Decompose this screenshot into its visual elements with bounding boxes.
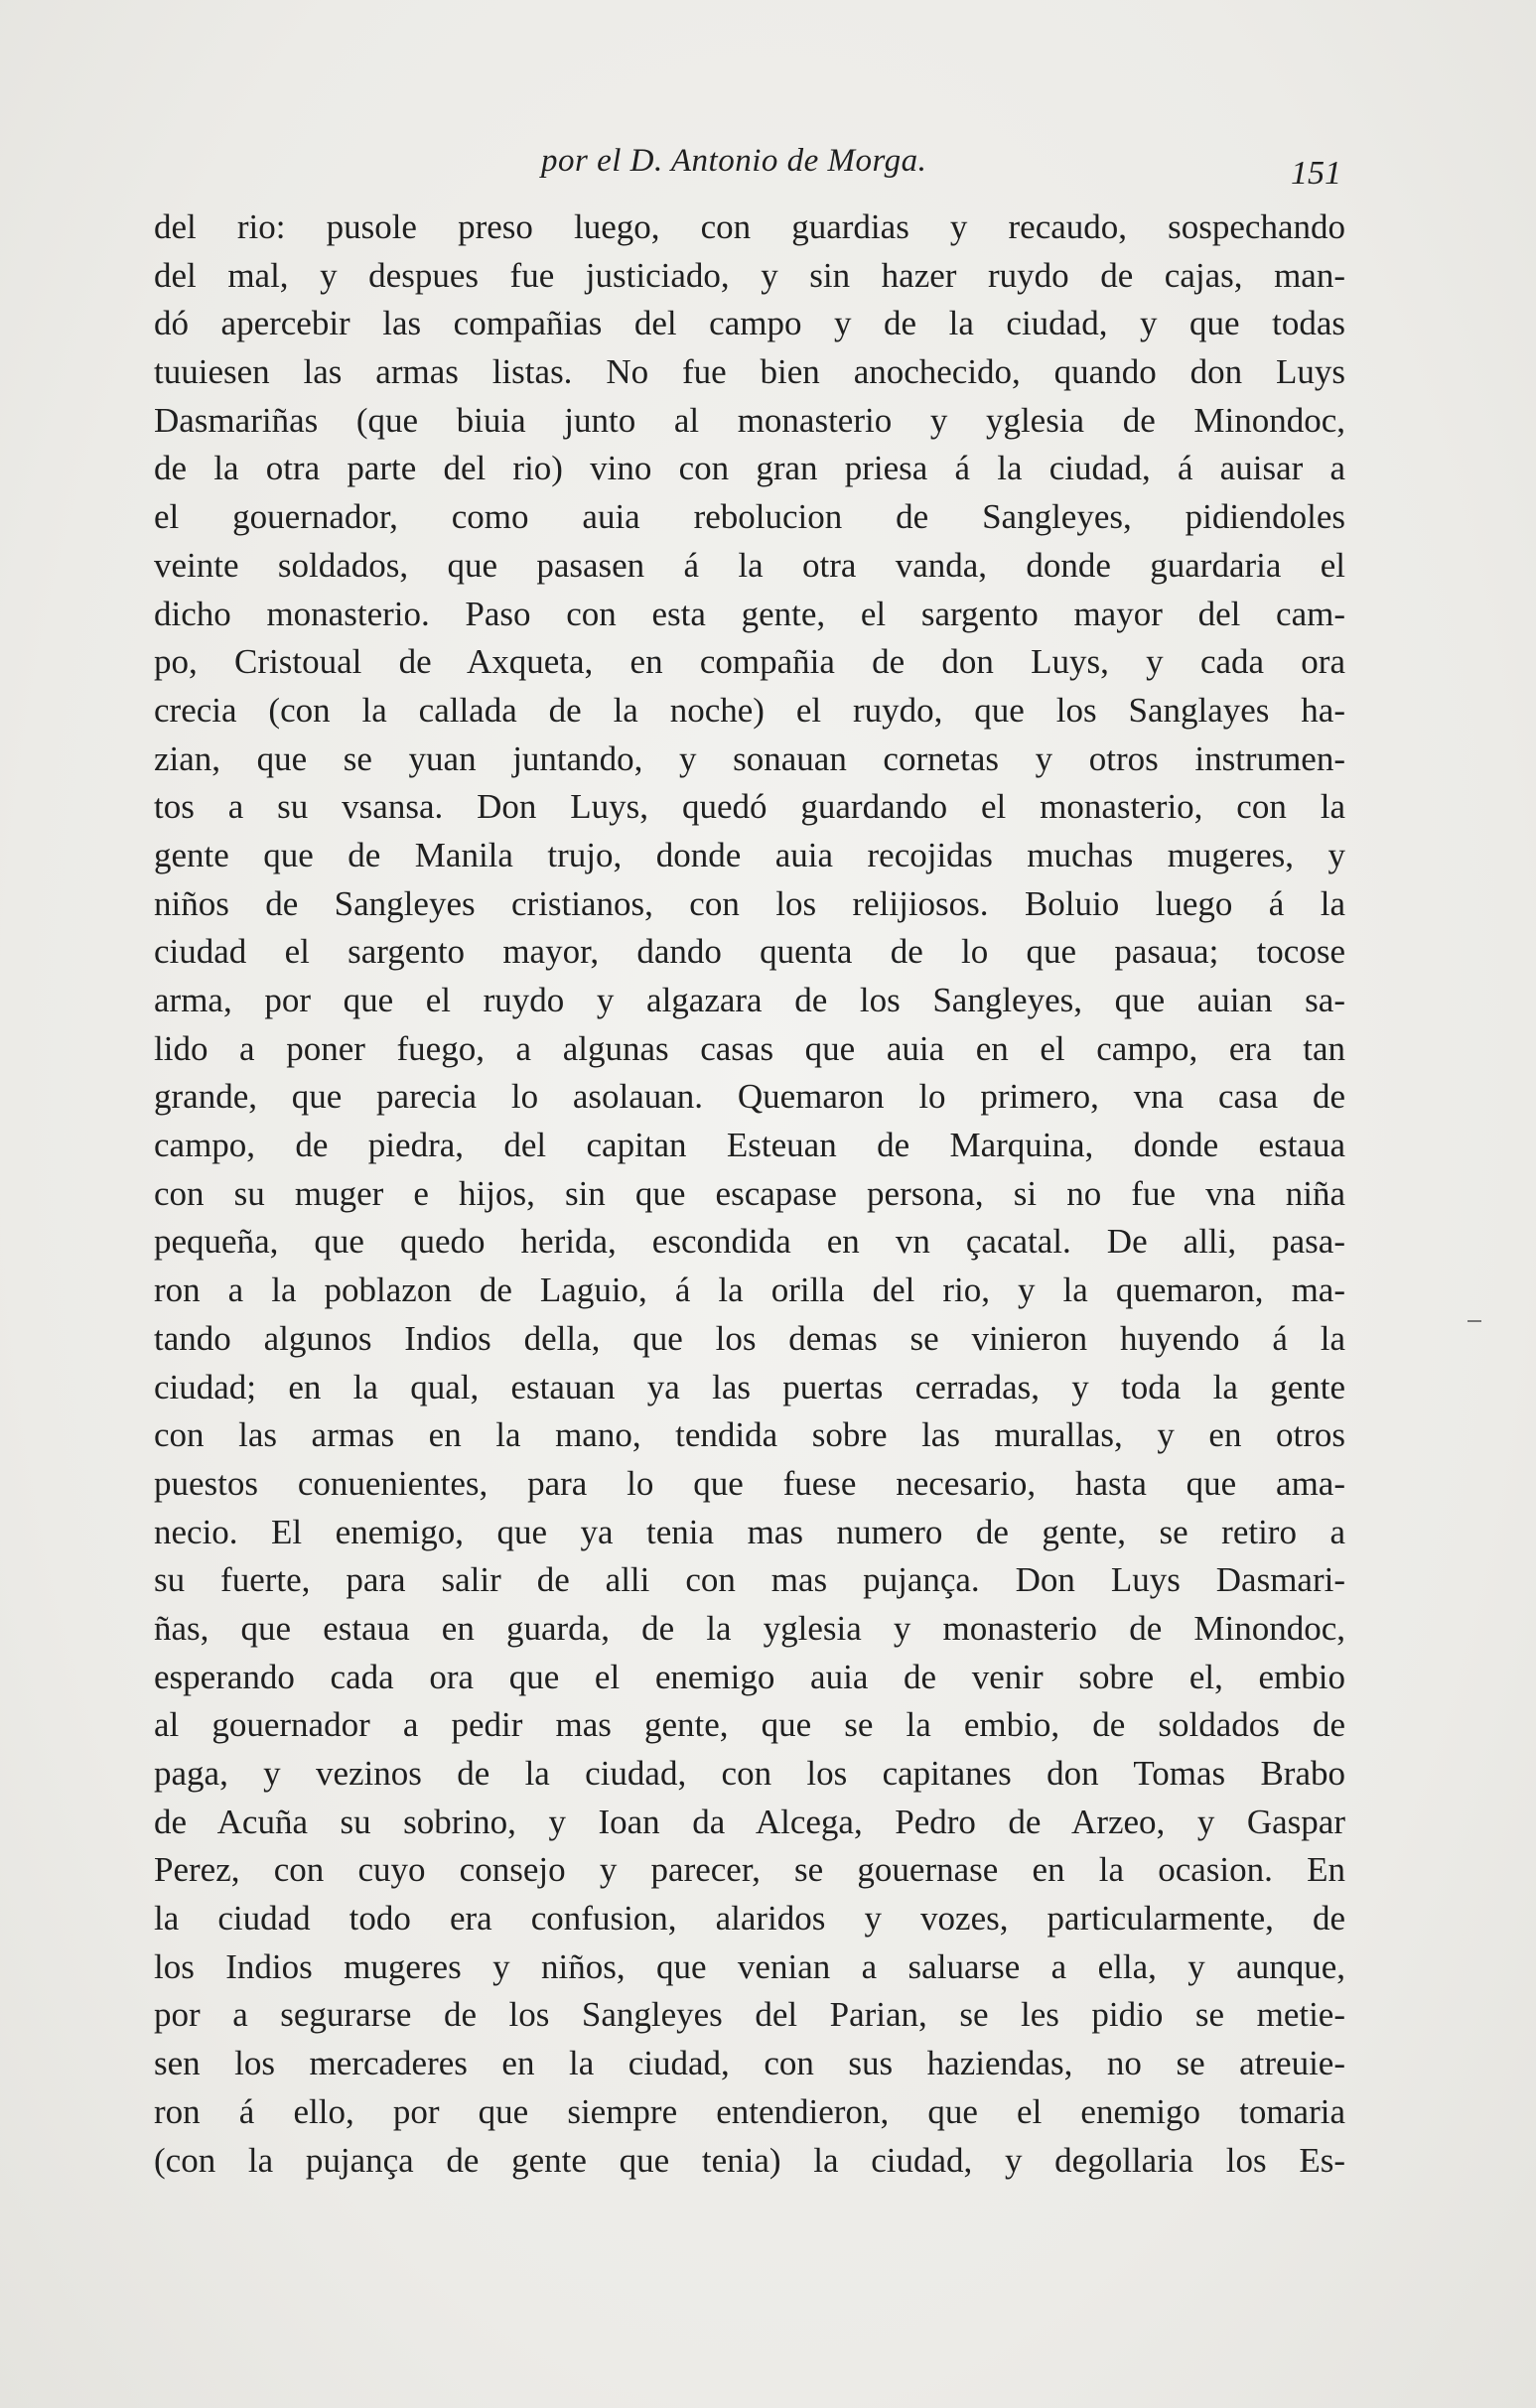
text-line: puestos conuenientes, para lo que fuese necesario, hasta que ama- [154, 1463, 1345, 1503]
text-line: lido a poner fuego, a algunas casas que auia en el campo, era tan [154, 1028, 1345, 1068]
text-line: ciudad; en la qual, estauan ya las puertas cerradas, y toda la gente [154, 1367, 1345, 1406]
text-line: niños de Sangleyes cristianos, con los relijiosos. Boluio luego á la [154, 883, 1345, 923]
text-line: los Indios mugeres y niños, que venian a saluarse a ella, y aunque, [154, 1946, 1345, 1986]
text-line: con las armas en la mano, tendida sobre las murallas, y en otros [154, 1415, 1345, 1455]
text-line: arma, por que el ruydo y algazara de los Sangleyes, que auian sa- [154, 981, 1345, 1019]
running-title: por el D. Antonio de Morga. [541, 143, 927, 179]
text-line: veinte soldados, que pasasen á la otra vanda, donde guardaria el [154, 545, 1345, 585]
text-line: ron a la poblazon de Laguio, á la orilla del rio, y la quemaron, ma- [154, 1271, 1345, 1310]
text-line: pequeña, que quedo herida, escondida en vn çacatal. De alli, pasa- [154, 1222, 1345, 1262]
page-header [0, 137, 1536, 197]
text-line: ñas, que estaua en guarda, de la yglesia y monasterio de Minondoc, [154, 1608, 1345, 1648]
text-line: ciudad el sargento mayor, dando quenta de lo que pasaua; tocose [154, 932, 1345, 972]
text-line: del mal, y despues fue justiciado, y sin hazer ruydo de cajas, man- [154, 255, 1345, 295]
text-line: dó apercebir las compañias del campo y de la ciudad, y que todas [154, 304, 1345, 343]
text-line: gente que de Manila trujo, donde auia recojidas muchas mugeres, y [154, 835, 1345, 874]
text-line: zian, que se yuan juntando, y sonauan cornetas y otros instrumen- [154, 738, 1345, 778]
text-line: tos a su vsansa. Don Luys, quedó guardando el monasterio, con la [154, 787, 1345, 827]
text-line: tuuiesen las armas listas. No fue bien anochecido, quando don Luys [154, 352, 1345, 392]
page-speck [1467, 1320, 1481, 1322]
text-line: po, Cristoual de Axqueta, en compañia de don Luys, y cada ora [154, 642, 1345, 682]
text-line: al gouernador a pedir mas gente, que se la embio, de soldados de [154, 1705, 1345, 1745]
text-line: crecia (con la callada de la noche) el ruydo, que los Sanglayes ha- [154, 690, 1345, 730]
text-line: campo, de piedra, del capitan Esteuan de Marquina, donde estaua [154, 1126, 1345, 1165]
text-line: necio. El enemigo, que ya tenia mas numero de gente, se retiro a [154, 1512, 1345, 1551]
text-line: sen los mercaderes en la ciudad, con sus haziendas, no se atreuie- [154, 2044, 1345, 2083]
text-line: Dasmariñas (que biuia junto al monasterio y yglesia de Minondoc, [154, 400, 1345, 440]
text-line: la ciudad todo era confusion, alaridos y vozes, particularmente, de [154, 1899, 1345, 1939]
text-line: de Acuña su sobrino, y Ioan da Alcega, Pedro de Arzeo, y Gaspar [154, 1802, 1345, 1841]
text-line: grande, que parecia lo asolauan. Quemaron lo primero, vna casa de [154, 1077, 1345, 1117]
text-line: paga, y vezinos de la ciudad, con los capitanes don Tomas Brabo [154, 1754, 1345, 1793]
text-line: su fuerte, para salir de alli con mas pujança. Don Luys Dasmari- [154, 1560, 1345, 1600]
text-line: ron á ello, por que siempre entendieron, que el enemigo tomaria [154, 2091, 1345, 2131]
body-text [154, 203, 1345, 2185]
text-line: esperando cada ora que el enemigo auia de venir sobre el, embio [154, 1657, 1345, 1696]
text-line: el gouernador, como auia rebolucion de Sangleyes, pidiendoles [154, 497, 1345, 537]
text-line: (con la pujança de gente que tenia) la ciudad, y degollaria los Es- [154, 2140, 1345, 2180]
text-line: de la otra parte del rio) vino con gran priesa á la ciudad, á auisar a [154, 449, 1345, 488]
text-line: del rio: pusole preso luego, con guardias y recaudo, sospechando [154, 207, 1345, 246]
text-line: con su muger e hijos, sin que escapase persona, si no fue vna niña [154, 1173, 1345, 1213]
text-line: tando algunos Indios della, que los demas se vinieron huyendo á la [154, 1318, 1345, 1358]
text-line: Perez, con cuyo consejo y parecer, se gouernase en la ocasion. En [154, 1850, 1345, 1890]
page-number: 151 [1291, 155, 1341, 192]
text-line: por a segurarse de los Sangleyes del Parian, se les pidio se metie- [154, 1995, 1345, 2035]
text-line: dicho monasterio. Paso con esta gente, el sargento mayor del cam- [154, 594, 1345, 633]
